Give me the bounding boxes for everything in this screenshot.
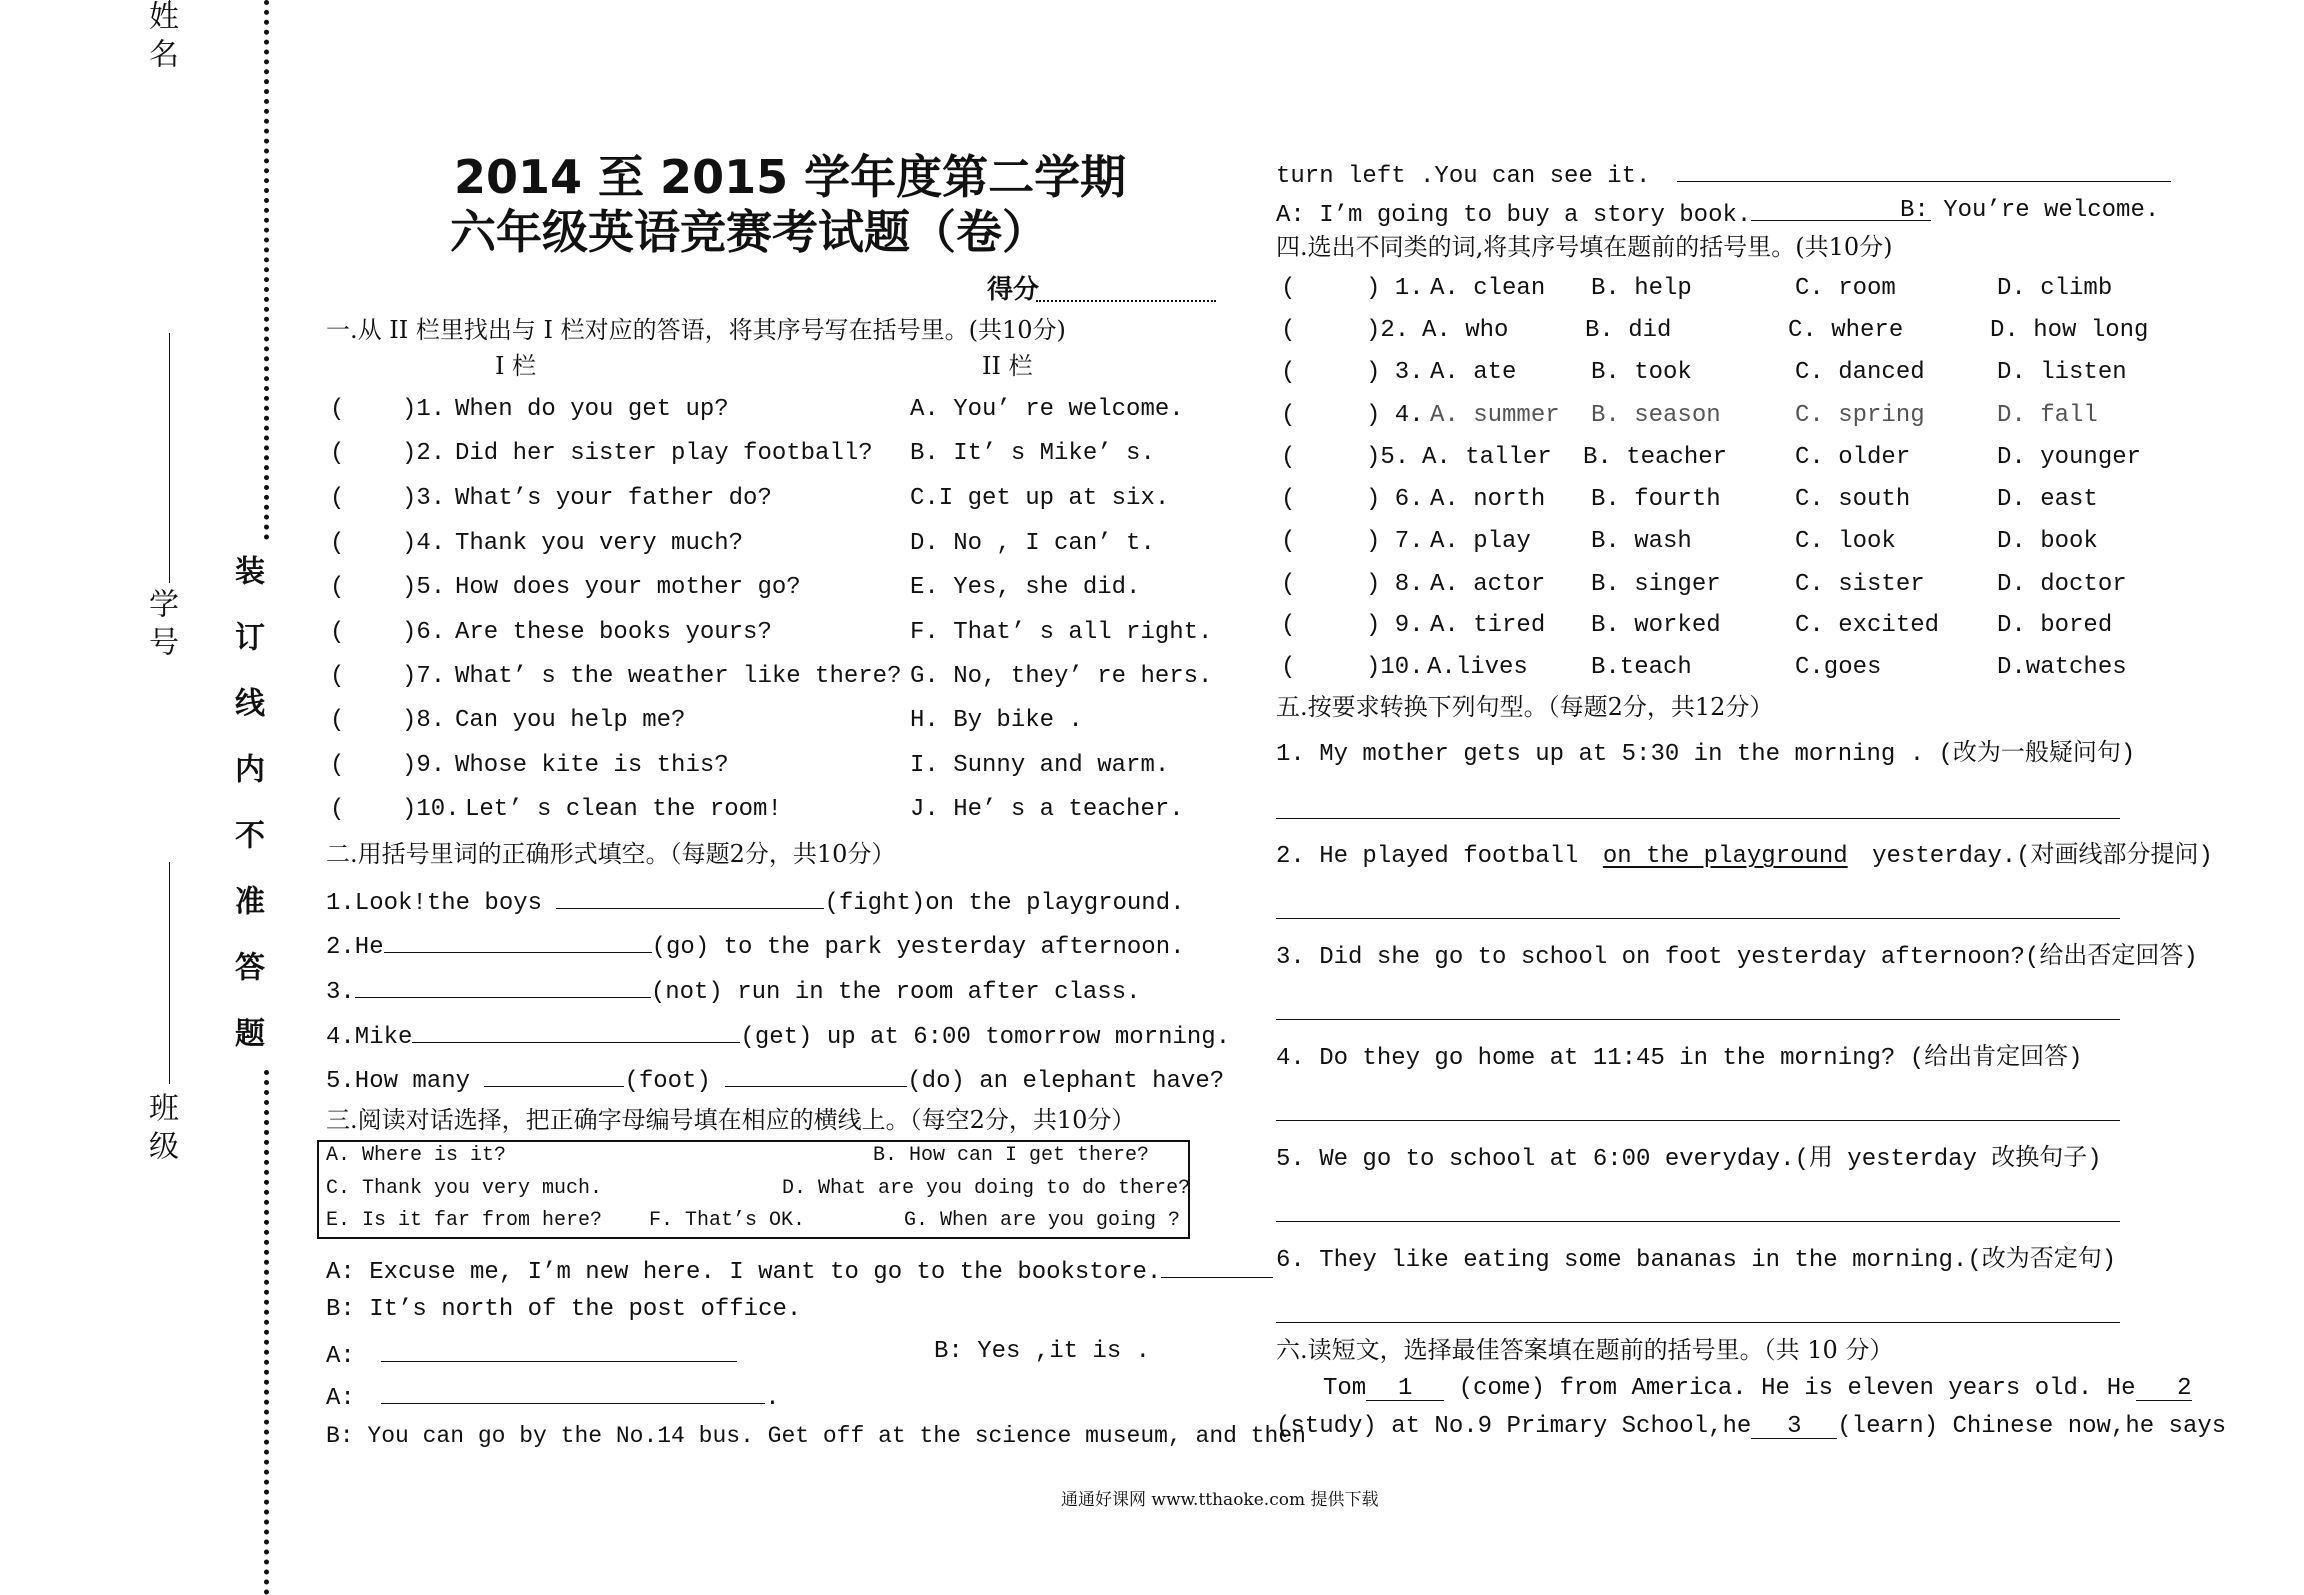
fill-line-2: 2.He (go) to the park yesterday afternoon. bbox=[326, 928, 1185, 963]
dialogue-line-7: A: I’m going to buy a story book. bbox=[1276, 196, 1931, 231]
option-a: A. Where is it? bbox=[326, 1144, 507, 1167]
answer-line[interactable] bbox=[1276, 1120, 2120, 1121]
blank-input[interactable] bbox=[725, 1062, 907, 1087]
blank-input[interactable]: 1 bbox=[1366, 1374, 1444, 1401]
blank-input[interactable] bbox=[381, 1379, 765, 1404]
reading-line-1: Tom 1 (come) from America. He is eleven years old. He 2 bbox=[1323, 1375, 2192, 1402]
answer-line[interactable] bbox=[1276, 1019, 2120, 1020]
answer-paren[interactable]: ( bbox=[330, 530, 345, 557]
binding-warning: 装订线内不准答题 bbox=[229, 555, 264, 1083]
option-c: C. Thank you very much. bbox=[326, 1177, 603, 1200]
answer-paren[interactable]: ( bbox=[1281, 571, 1296, 598]
transform-q4: 4. Do they go home at 11:45 in the morning? (给出肯定回答) bbox=[1276, 1045, 2083, 1072]
answer-paren[interactable]: ( bbox=[330, 396, 345, 423]
reading-line-2: (study) at No.9 Primary School,he 3 (learn) Chinese now,he says bbox=[1276, 1413, 2227, 1440]
section2-heading: 二.用括号里词的正确形式填空。（每题2分，共10分） bbox=[326, 840, 896, 868]
name-line bbox=[169, 0, 170, 12]
name-label: 姓名 bbox=[143, 0, 178, 76]
answer-paren[interactable]: ( bbox=[330, 619, 345, 646]
answer-paren[interactable]: ( bbox=[1281, 402, 1296, 429]
dialogue-line-4: A: . bbox=[326, 1379, 780, 1414]
dialogue-line-7-reply: B: You’re welcome. bbox=[1900, 197, 2160, 224]
fill-line-3: 3. (not) run in the room after class. bbox=[326, 973, 1141, 1008]
fill-line-4: 4.Mike (get) up at 6:00 tomorrow morning. bbox=[326, 1018, 1230, 1053]
exam-title-line2: 六年级英语竞赛考试题（卷） bbox=[450, 205, 1048, 259]
blank-input[interactable] bbox=[1161, 1253, 1273, 1278]
blank-input[interactable] bbox=[412, 1018, 740, 1043]
answer-paren[interactable]: ( bbox=[330, 663, 345, 690]
option-g: G. When are you going ? bbox=[904, 1209, 1181, 1232]
answer-paren[interactable]: ( bbox=[1281, 444, 1296, 471]
blank-input[interactable] bbox=[1677, 157, 2171, 182]
answer-paren[interactable]: ( bbox=[330, 752, 345, 779]
answer-paren[interactable]: ( bbox=[330, 574, 345, 601]
answer-paren[interactable]: ( bbox=[1281, 275, 1296, 302]
section1-heading: 一.从 II 栏里找出与 I 栏对应的答语，将其序号写在括号里。(共10分) bbox=[326, 316, 1066, 344]
transform-q2: 2. He played football on the playground yesterday.(对画线部分提问) bbox=[1276, 843, 2213, 870]
binding-dotted-line-bottom bbox=[264, 1070, 269, 1595]
dialogue-line-3: A: bbox=[326, 1337, 737, 1372]
answer-paren[interactable]: ( bbox=[330, 485, 345, 512]
transform-q6: 6. They like eating some bananas in the morning.(改为否定句) bbox=[1276, 1247, 2117, 1274]
blank-input[interactable] bbox=[556, 884, 824, 909]
section4-heading: 四.选出不同类的词,将其序号填在题前的括号里。(共10分) bbox=[1276, 233, 1893, 261]
blank-input[interactable]: 2 bbox=[2136, 1374, 2192, 1401]
dialogue-line-2: B: It’s north of the post office. bbox=[326, 1296, 802, 1323]
answer-line[interactable] bbox=[1276, 918, 2120, 919]
binding-dotted-line-top bbox=[264, 0, 269, 540]
answer-paren[interactable]: ( bbox=[330, 440, 345, 467]
answer-line[interactable] bbox=[1276, 818, 2120, 819]
transform-q3: 3. Did she go to school on foot yesterday afternoon?(给出否定回答) bbox=[1276, 944, 2198, 971]
fill-line-1: 1.Look!the boys (fight)on the playground. bbox=[326, 884, 1185, 919]
fill-line-5: 5.How many (foot) (do) an elephant have? bbox=[326, 1062, 1224, 1097]
dialogue-line-5: B: You can go by the No.14 bus. Get off at the science museum, and then bbox=[326, 1423, 1306, 1449]
score-label: 得分 bbox=[987, 275, 1040, 305]
student-id-line bbox=[169, 333, 170, 583]
blank-input[interactable] bbox=[355, 973, 651, 998]
dialogue-line-3-reply: B: Yes ,it is . bbox=[934, 1338, 1151, 1365]
answer-line[interactable] bbox=[1276, 1322, 2120, 1323]
option-d: D. What are you doing to do there? bbox=[782, 1177, 1191, 1200]
answer-paren[interactable]: ( bbox=[330, 707, 345, 734]
answer-paren[interactable]: ( bbox=[330, 796, 345, 823]
transform-q5: 5. We go to school at 6:00 everyday.(用 yesterday 改换句子) bbox=[1276, 1146, 2102, 1173]
section6-heading: 六.读短文，选择最佳答案填在题前的括号里。（共 10 分） bbox=[1276, 1336, 1894, 1364]
section1-col2-header: II 栏 bbox=[982, 352, 1033, 380]
section1-col1-header: I 栏 bbox=[495, 352, 537, 380]
answer-paren[interactable]: ( bbox=[1281, 528, 1296, 555]
student-id-label: 学号 bbox=[143, 588, 178, 664]
blank-input[interactable] bbox=[384, 928, 652, 953]
answer-line[interactable] bbox=[1276, 1221, 2120, 1222]
option-b: B. How can I get there? bbox=[873, 1144, 1150, 1167]
transform-q1: 1. My mother gets up at 5:30 in the morning . (改为一般疑问句) bbox=[1276, 741, 2136, 768]
answer-paren[interactable]: ( bbox=[1281, 359, 1296, 386]
answer-paren[interactable]: ( bbox=[1281, 612, 1296, 639]
option-f: F. That’s OK. bbox=[649, 1209, 806, 1232]
class-line bbox=[169, 862, 170, 1084]
blank-input[interactable] bbox=[484, 1062, 624, 1087]
option-e: E. Is it far from here? bbox=[326, 1209, 603, 1232]
answer-paren[interactable]: ( bbox=[1281, 654, 1296, 681]
class-label: 班级 bbox=[143, 1092, 178, 1168]
section5-heading: 五.按要求转换下列句型。（每题2分，共12分） bbox=[1276, 693, 1774, 721]
exam-title-line1: 2014 至 2015 学年度第二学期 bbox=[454, 150, 1127, 204]
blank-input[interactable]: 3 bbox=[1751, 1412, 1837, 1439]
score-field[interactable] bbox=[1036, 300, 1216, 302]
blank-input[interactable] bbox=[381, 1337, 737, 1362]
answer-paren[interactable]: ( bbox=[1281, 317, 1296, 344]
dialogue-line-6: turn left .You can see it. bbox=[1276, 157, 2171, 192]
footer-credit: 通通好课网 www.tthaoke.com 提供下载 bbox=[1061, 1490, 1379, 1510]
answer-paren[interactable]: ( bbox=[1281, 486, 1296, 513]
section3-heading: 三.阅读对话选择，把正确字母编号填在相应的横线上。（每空2分，共10分） bbox=[326, 1106, 1136, 1134]
dialogue-line-1: A: Excuse me, I’m new here. I want to go to the bookstore. bbox=[326, 1253, 1273, 1288]
